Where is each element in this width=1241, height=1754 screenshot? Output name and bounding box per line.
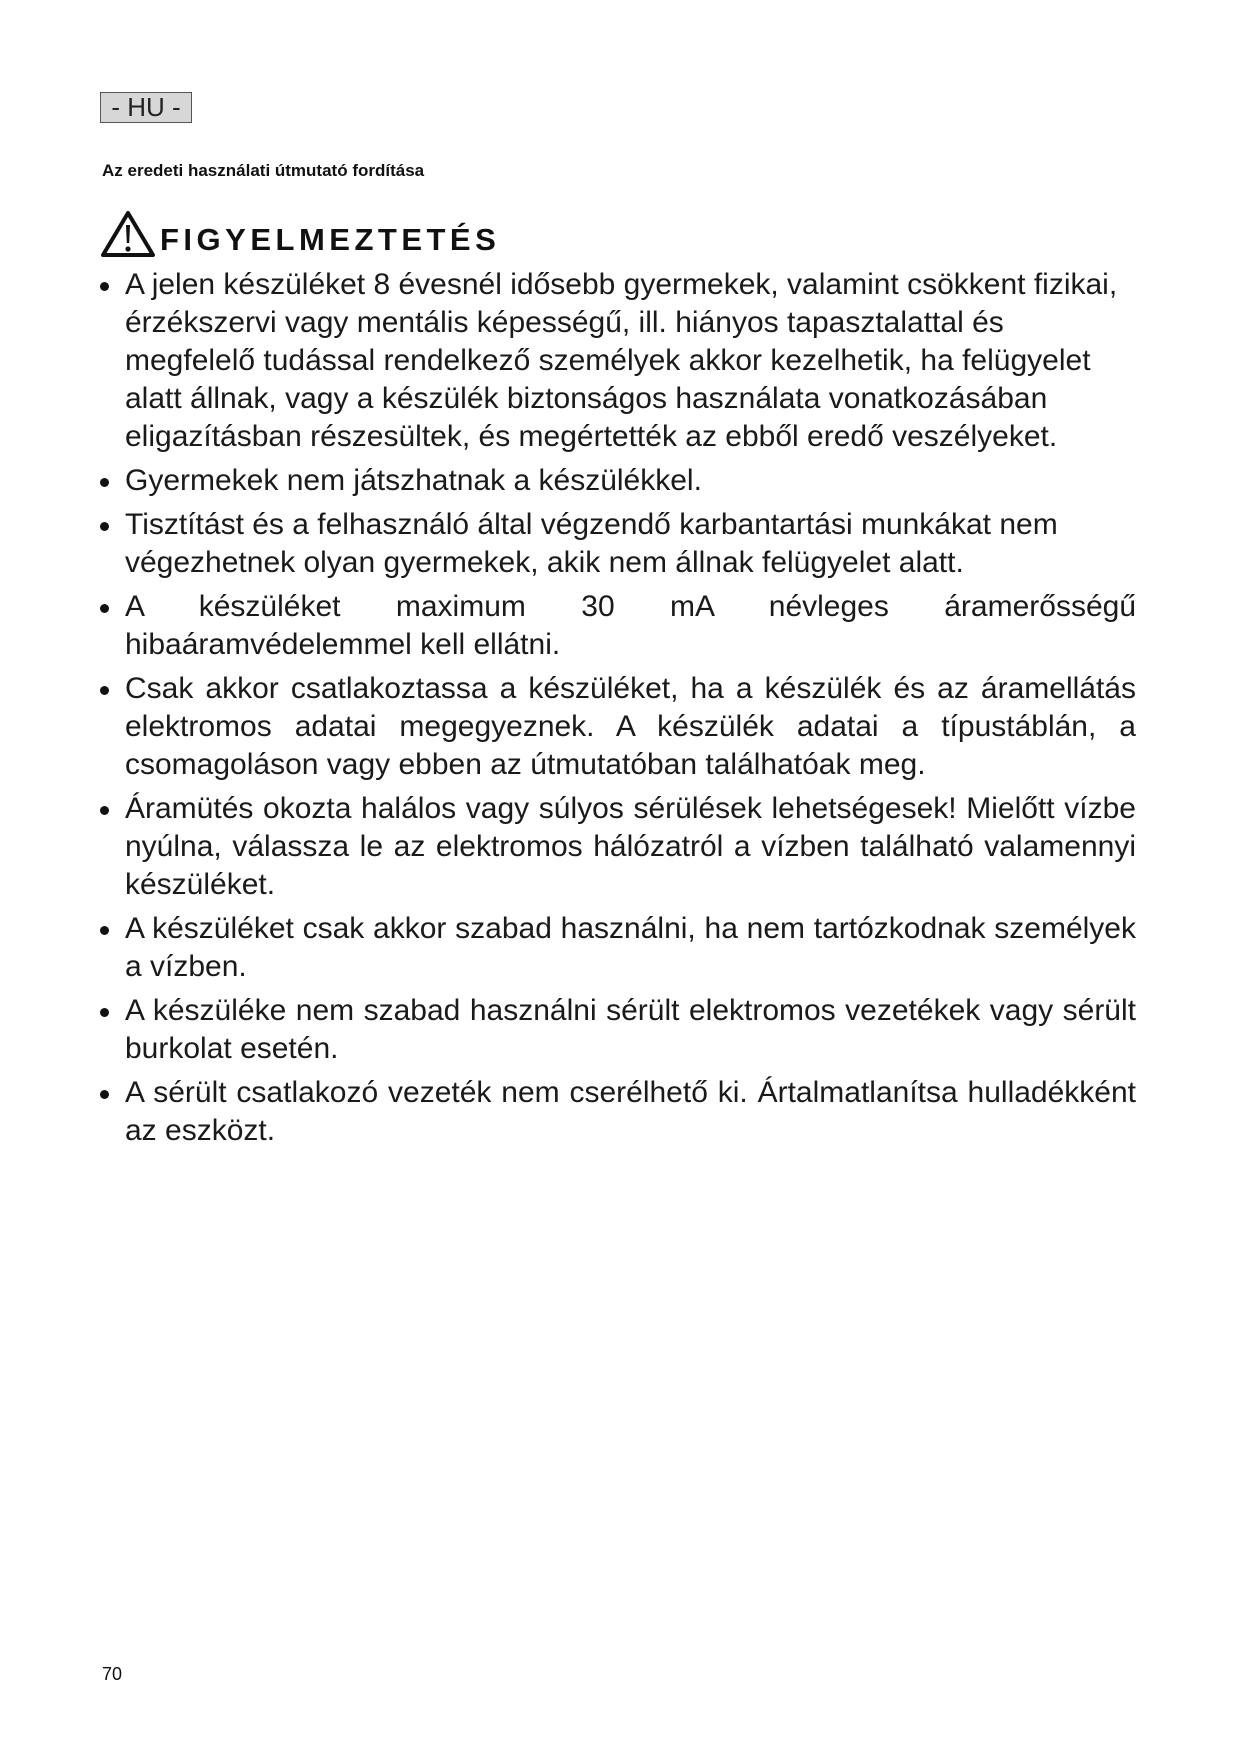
warning-list bbox=[100, 266, 1136, 1156]
list-item-text: A sérült csatlakozó vezeték nem cserélhető ki. Ártalmatlanítsa hulladékként az eszközt. bbox=[125, 1076, 1136, 1147]
bullet-icon bbox=[100, 1090, 109, 1099]
bullet-icon bbox=[100, 1008, 109, 1017]
list-item bbox=[100, 790, 1136, 904]
warning-heading bbox=[100, 206, 500, 258]
warning-triangle-icon bbox=[100, 210, 156, 258]
list-item-text: A készüléket maximum 30 mA névleges áramerősségű hibaáramvédelemmel kell ellátni. bbox=[125, 590, 1136, 661]
bullet-icon bbox=[100, 686, 109, 695]
list-item bbox=[100, 266, 1136, 456]
bullet-icon bbox=[100, 478, 109, 487]
list-item bbox=[100, 588, 1136, 664]
list-item bbox=[100, 670, 1136, 784]
bullet-icon bbox=[100, 926, 109, 935]
bullet-icon bbox=[100, 282, 109, 291]
list-item bbox=[100, 910, 1136, 986]
list-item-text: Áramütés okozta halálos vagy súlyos sérülések lehetségesek! Mielőtt vízbe nyúlna, válassza le az elektromos hálózatról a vízben található valamennyi készüléket. bbox=[125, 792, 1136, 901]
list-item bbox=[100, 1074, 1136, 1150]
language-tag: - HU - bbox=[100, 92, 192, 123]
page-number: 70 bbox=[102, 1664, 123, 1684]
list-item bbox=[100, 462, 1136, 500]
list-item-text: A jelen készüléket 8 évesnél idősebb gyermekek, valamint csökkent fizikai, érzékszervi vagy mentális képességű, ill. hiányos tapasztalattal és megfelelő tudással rendelkező személyek akkor kezelhetik, ha felügyelet alatt állnak, vagy a készülék biztonságos használata vonatkozásában eligazításban részesültek, és megértették az ebből eredő veszélyeket. bbox=[125, 268, 1118, 453]
list-item bbox=[100, 506, 1136, 582]
warning-title: FIGYELMEZTETÉS bbox=[160, 222, 501, 257]
list-item bbox=[100, 992, 1136, 1068]
list-item-text: Tisztítást és a felhasználó által végzendő karbantartási munkákat nem végezhetnek olyan gyermekek, akik nem állnak felügyelet alatt. bbox=[125, 508, 1058, 579]
list-item-text: Csak akkor csatlakoztassa a készüléket, ha a készülék és az áramellátás elektromos adatai megegyeznek. A készülék adatai a típustáblán, a csomagoláson vagy ebben az útmutatóban találhatóak meg. bbox=[125, 672, 1136, 781]
bullet-icon bbox=[100, 604, 109, 613]
document-subtitle: Az eredeti használati útmutató fordítása bbox=[102, 161, 425, 180]
bullet-icon bbox=[100, 806, 109, 815]
list-item-text: A készüléke nem szabad használni sérült elektromos vezetékek vagy sérült burkolat esetén. bbox=[125, 994, 1136, 1065]
list-item-text: A készüléket csak akkor szabad használni, ha nem tartózkodnak személyek a vízben. bbox=[125, 912, 1136, 983]
list-item-text: Gyermekek nem játszhatnak a készülékkel. bbox=[125, 464, 702, 497]
bullet-icon bbox=[100, 522, 109, 531]
